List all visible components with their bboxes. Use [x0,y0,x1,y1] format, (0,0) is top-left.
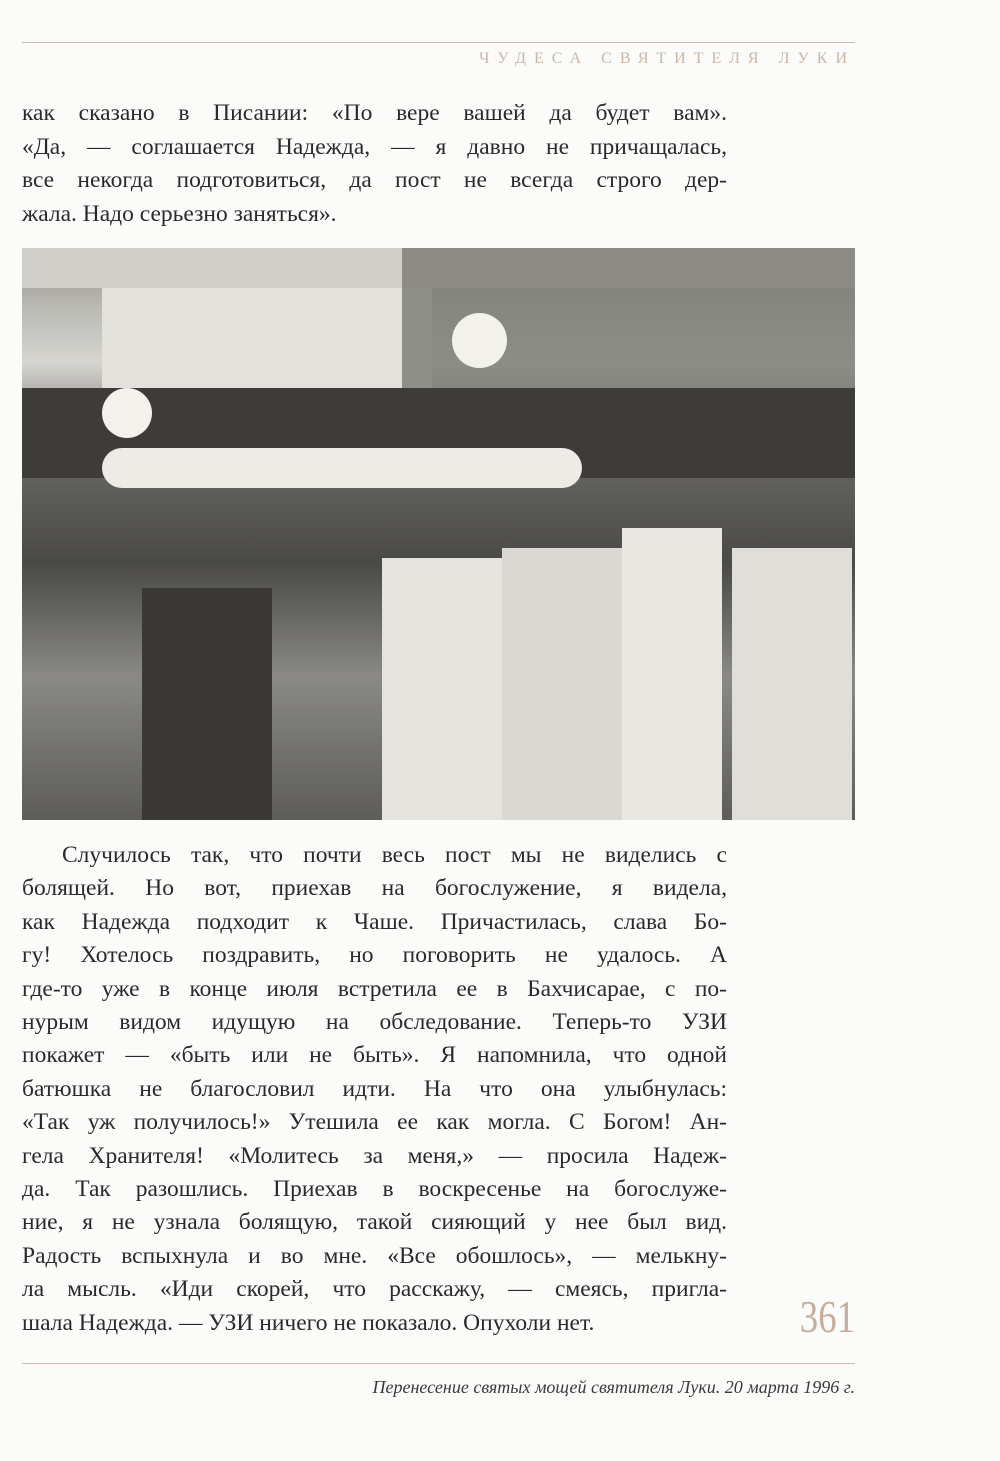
text-line: батюшка не благословил идти. На что она улыбнулась: [22,1075,727,1102]
page-number: 361 [799,1291,855,1342]
text-line: покажет — «быть или не быть». Я напомнила, что одной [22,1042,727,1069]
text-line: гела Хранителя! «Молитесь за меня,» — просила Надеж- [22,1142,727,1169]
text-line: болящей. Но вот, приехав на богослужение, я видела, [22,875,727,902]
procession-photo [22,248,855,820]
running-head: ЧУДЕСА СВЯТИТЕЛЯ ЛУКИ [478,50,855,67]
text-line: да. Так разошлись. Приехав в воскресенье на богослуже- [22,1176,727,1202]
text-line: ние, я не узнала болящую, такой сияющий у нее был вид. [22,1209,727,1236]
text-line: шала Надежда. — УЗИ ничего не показало. Опухоли нет. [22,1309,595,1336]
header-rule [22,42,855,43]
text-line: как Надежда подходит к Чаше. Причастилась, слава Бо- [22,908,727,935]
text-line: гу! Хотелось поздравить, но поговорить не удалось. А [22,942,727,969]
text-line: все некогда подготовиться, да пост не всегда строго дер- [22,167,727,193]
text-line: Радость вспыхнула и во мне. «Все обошлось», — мелькну- [22,1242,727,1269]
text-line: как сказано в Писании: «По вере вашей да будет вам». [22,100,727,126]
photo-caption: Перенесение святых мощей святителя Луки. 20 марта 1996 г. [372,1377,855,1397]
footer-rule [22,1363,855,1364]
text-line: нурым видом идущую на обследование. Теперь-то УЗИ [22,1009,727,1035]
text-line: «Так уж получилось!» Утешила ее как могла. С Богом! Ан- [22,1109,727,1136]
text-line: жала. Надо серьезно заняться». [22,200,337,227]
text-line: где-то уже в конце июля встретила ее в Бахчисарае, с по- [22,975,727,1002]
text-line: Случилось так, что почти весь пост мы не виделись с [62,842,727,868]
text-line: ла мысль. «Иди скорей, что расскажу, — смеясь, пригла- [22,1276,727,1303]
text-line: «Да, — соглашается Надежда, — я давно не причащалась, [22,133,727,160]
